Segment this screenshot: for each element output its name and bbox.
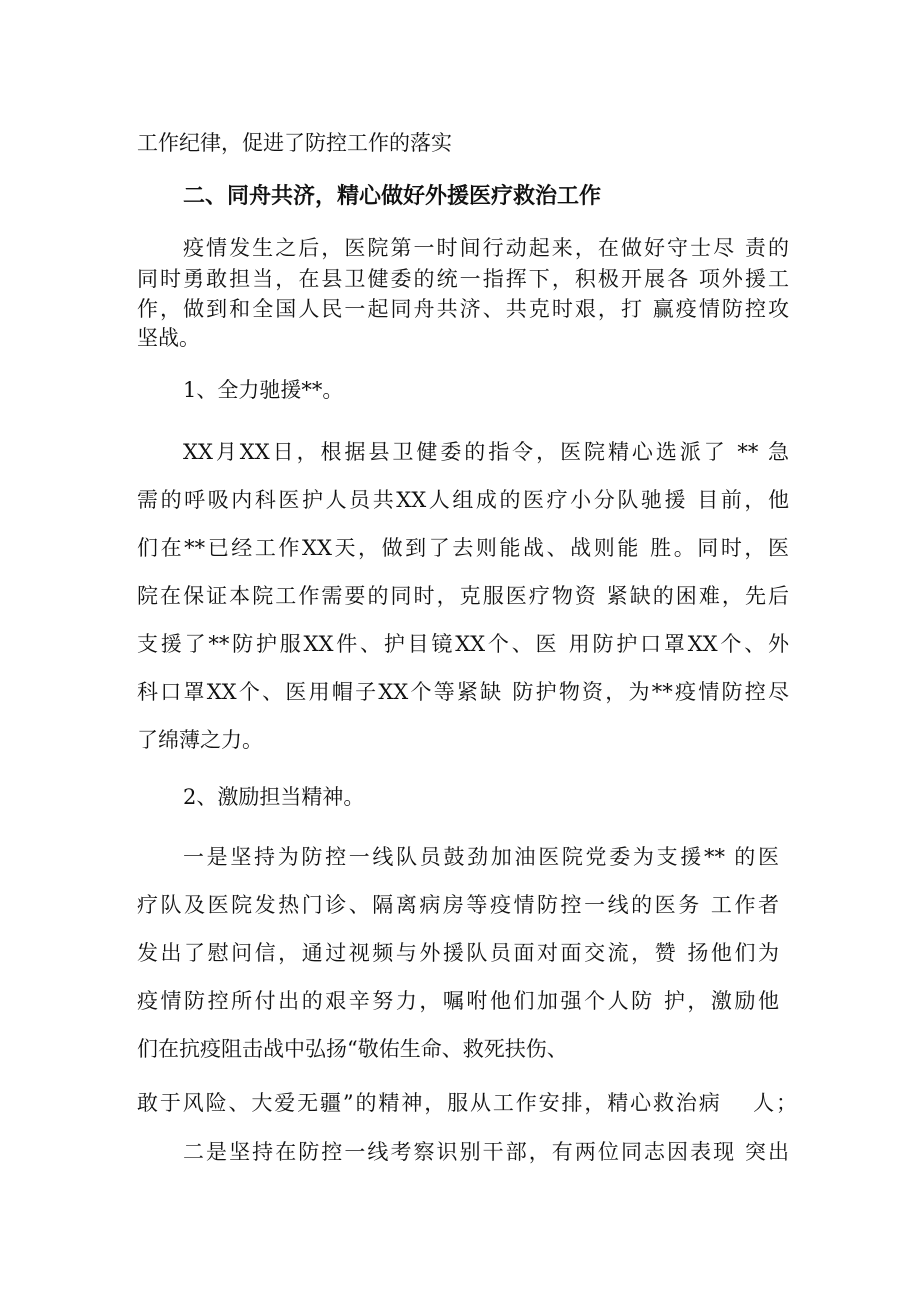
intro-line: 工作纪律，促进了防控工作的落实 — [137, 131, 452, 155]
paragraph-line: 科口罩XX个、医用帽子XX个等紧缺 防护物资，为**疫情防控尽 — [137, 680, 789, 704]
paragraph-line: 发出了慰问信，通过视频与外援队员面对面交流，赞 扬他们为 — [137, 941, 779, 965]
paragraph-line: 支援了**防护服XX件、护目镜XX个、医 用防护口罩XX个、外 — [137, 632, 789, 656]
subheading-2: 2、激励担当精神。 — [183, 785, 365, 809]
paragraph-line: 同时勇敢担当，在县卫健委的统一指挥下，积极开展各 项外援工 — [137, 267, 789, 291]
paragraph-line: 一是坚持为防控一线队员鼓劲加油医院党委为支援** 的医 — [183, 845, 779, 869]
paragraph-line: XX月XX日，根据县卫健委的指令，医院精心选派了 ** 急 — [183, 440, 789, 464]
paragraph-line: 们在抗疫阻击战中弘扬“敬佑生命、救死扶伤、 — [137, 1037, 568, 1061]
paragraph-line: 坚战。 — [137, 326, 200, 350]
paragraph-line: 了绵薄之力。 — [137, 728, 263, 752]
section-heading: 二、同舟共济，精心做好外援医疗救治工作 — [183, 184, 602, 209]
paragraph-line: 敢于风险、大爱无疆”的精神，服从工作安排，精心救治病 人； — [137, 1091, 797, 1115]
paragraph-line: 二是坚持在防控一线考察识别干部，有两位同志因表现 突出 — [183, 1140, 789, 1164]
paragraph-line: 疗队及医院发热门诊、隔离病房等疫情防控一线的医务 工作者 — [137, 893, 779, 917]
paragraph-line: 院在保证本院工作需要的同时，克服医疗物资 紧缺的困难，先后 — [137, 584, 789, 608]
paragraph-line: 疫情防控所付出的艰辛努力，嘱咐他们加强个人防 护，激励他 — [137, 989, 779, 1013]
paragraph-line: 们在**已经工作XX天，做到了去则能战、战则能 胜。同时，医 — [137, 536, 789, 560]
subheading-1: 1、全力驰援**。 — [183, 378, 344, 402]
paragraph-line: 疫情发生之后，医院第一时间行动起来，在做好守士尽 责的 — [183, 236, 789, 260]
paragraph-line: 作，做到和全国人民一起同舟共济、共克时艰，打 赢疫情防控攻 — [137, 297, 789, 321]
paragraph-line: 需的呼吸内科医护人员共XX人组成的医疗小分队驰援 目前，他 — [137, 488, 789, 512]
